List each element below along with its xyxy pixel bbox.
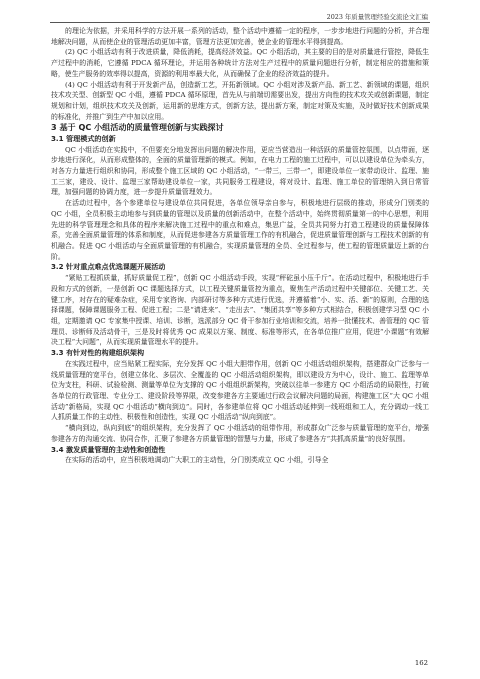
subsection-heading-3-3: 3.3 有针对性的构建组织架构	[51, 348, 145, 358]
paragraph-3-3-a: 在实践过程中，应当贴紧工程实际，充分发挥 QC 小组大胆带作用，创新 QC 小组活动组织架构，搭建群众广泛参与一线质量管理的宽平台，创建立体化、多层次、全覆盖的 QC 小组活动组织架构，即以建设方为中心，设计、施工、监理等单位为支柱，科研、试验检测、测量等单位为支撑的 QC 小组组织新架构，突破以往单一参建方 QC 小组活动的局限性，打破各单位的行政管理、专业分工、建设阶段等界限，改变参建各方主要通过行政会议解决问题的局面，构建施工区“大 QC 小组活动”新格局，实现 QC 小组活动“横向到边”。同时，各参建单位将 QC 小组活动延伸到一线班组和工人，充分调动一线工人抓质量工作的主动性、积极性和创造性，实现 QC 小组活动“纵向到底”。	[51, 359, 429, 422]
paragraph-point-4: (4) QC 小组活动有利于开发新产品，创造新工艺，开拓新领域。QC 小组对涉及新产品、新工艺、新领域的课题，组织技术攻关型、创新型 QC 小组，遵循 PDCA 循环原理，首先从与前端切需要出发，提出方向性的技术攻关或创新课题，制定规划和计划，组织技术攻关及创新，运用新的思维方式，创新方法，提出新方案，制定对策及实施，及时做好技术创新成果的标准化，并推广到生产中加以应用。	[51, 80, 429, 121]
page-number: 162	[414, 659, 428, 667]
article-body	[51, 26, 429, 466]
paragraph-point-2: (2) QC 小组活动有利于改进质量，降低消耗，提高经济效益。QC 小组活动，其主要的目的是对质量进行管控，降低生产过程中的消耗，它遵循 PDCA 循环理论，并运用各种统计方法对生产过程中的质量问题进行分析，制定相应的措施和策略，使生产服务的效率得以提高，资源的利用率最大化，从而确保了企业的经济效益的提升。	[51, 48, 429, 78]
paragraph-3-1-a: QC 小组活动在实践中，不但要充分地发挥出问题的解决作用，更应当营造出一种活跃的质量管控氛围，以点带面，逐步地进行深化，从而形成整体的，全面的质量管理新的模式。例如，在电力工程的施工过程中，可以以建设单位为牵头方，对各方力量进行组织和协同，形成整个施工区域的 QC 小组活动，“一带三，三带一”，即建设单位一家带动设计、监理、施工三家，建设、设计、监理三家帮助建设单位一家，共同服务工程建设，将对设计、监理、施工单位的管理纳入到日常管理，加强问题的协调力度，进一步提升质量管理效力。	[51, 145, 429, 197]
subsection-heading-3-4: 3.4 激发质量管理的主动性和创造性	[51, 444, 166, 454]
paragraph-3-4: 在实际的活动中，应当积极地调动广大职工的主动性，分门别类成立 QC 小组，引导全	[65, 456, 329, 465]
paragraph-3-1-b: 在活动过程中，各个参建单位与建设单位共同促进，各单位领导亲自参与，积极地进行层级的推动，形成分门别类的 QC 小组，全员积极主动地参与到质量的管理以及质量的创新活动中，在整个活动中，始终贯彻质量第一的中心思想，利用先进的科学管理理念和具体的程序来解决施工过程中的重点和难点，集思广益，全员共同努力打造工程建设的质量保障体系，完善全面质量管理的体系和制度，从而促进参建各方质量管理工作的有机融合，促进质量管理创新与工程技术创新的有机融合。促进 QC 小组活动与全面质量管理的有机融合，实现质量管理的全员、全过程参与，使工程的管理质量迈上新的台阶。	[51, 199, 429, 261]
header-rule	[50, 22, 430, 23]
subsection-heading-3-1: 3.1 管理模式的创新	[51, 133, 116, 143]
paragraph-3-3-b: “横向到边，纵向到底”的组织架构，充分发挥了 QC 小组活动的纽带作用，形成群众广泛参与质量管理的宽平台，增强参建各方的沟通交流、协同合作，汇聚了参建各方质量管理的智慧与力量，形成了参建各方“共抓高质量”的良好氛围。	[51, 424, 429, 443]
running-header: 2023 年质量管理经验交流论文汇编	[326, 13, 428, 21]
paragraph-intro-continued: 的理论为依据，并采用科学的方法开展一系列的活动，整个活动中遵循一定的程序，一步步地进行问题的分析，并合理地解决问题，从而使企业的管理活动更加丰富，管理方法更加完善，使企业的管理水平得到提高。	[51, 27, 429, 46]
paragraph-3-2: “紧贴工程抓质量，抓好质量促工程”，创新 QC 小组活动手段，实现“秤砣虽小压千斤”。在活动过程中，积极地进行手段和方式的创新，一是创新 QC 课题选择方式，以工程关键质量管控为重点，聚焦生产活动过程中关键部位、关键工艺、关键工序，对存在的疑难杂症，采用专家咨询、内部研讨等多种方式进行优选，并遵循着“小、实、活、新”的原则，合理的选择课题，保障课题服务工程、促进工程；二是“请进来”、“走出去”、“集团共享”等多种方式相结合，积极创建学习型 QC 小组，定期邀请 QC 专家集中授课、培训、诊断，选派部分 QC 骨干参加行业培训和交流，培养一批懂技术、善管理的 QC 管理员、诊断师及活动骨干，三是及时将优秀 QC 成果以方案、制度、标准等形式，在各单位推广应用，促进“小课题”有效解决工程“大问题”，从而实现质量管理水平的提升。	[51, 274, 429, 347]
subsection-heading-3-2: 3.2 针对重点难点优选课题开展活动	[51, 262, 166, 272]
section-heading-3: 3 基于 QC 小组活动的质量管理创新与实践探讨	[51, 122, 224, 133]
